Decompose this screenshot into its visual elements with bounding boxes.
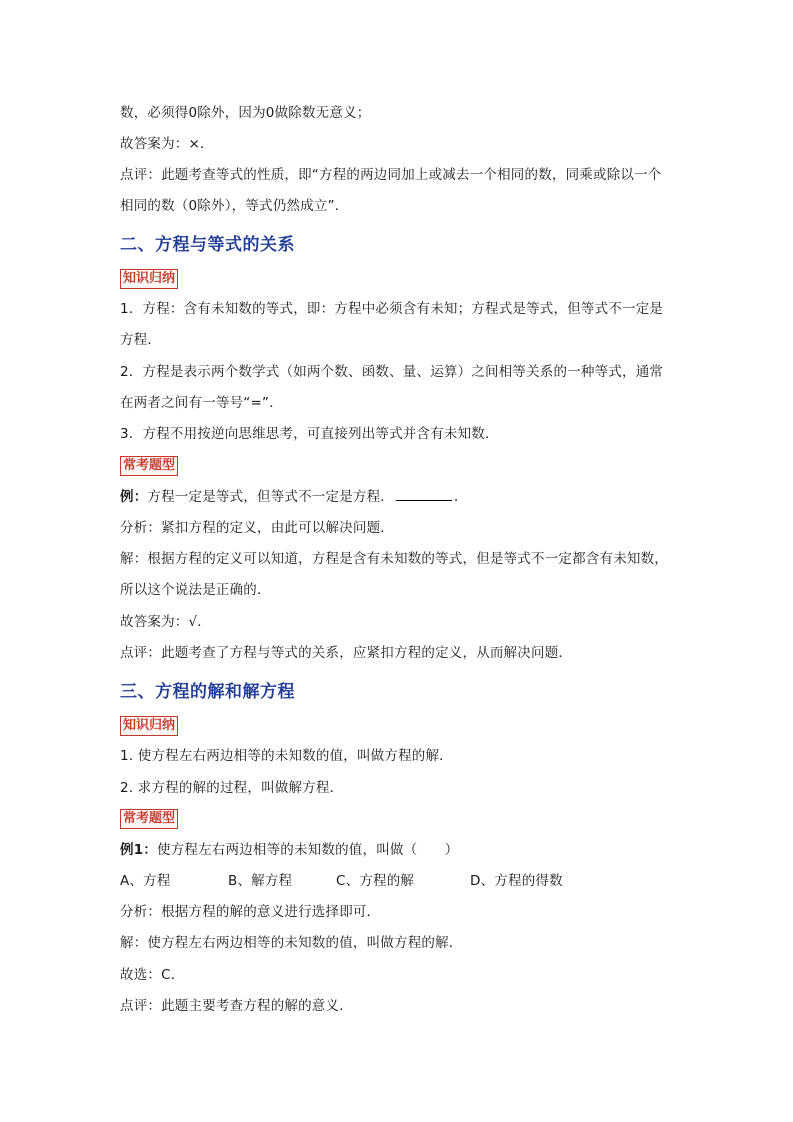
solution-line: 解：根据方程的定义可以知道，方程是含有未知数的等式，但是等式不一定都含有未知数， bbox=[120, 551, 668, 567]
knowledge-point-1: 1. 使方程左右两边相等的未知数的值，叫做方程的解． bbox=[120, 748, 453, 764]
example-text: 方程一定是等式，但等式不一定是方程． bbox=[147, 489, 395, 505]
knowledge-point-2: 2．方程是表示两个数学式（如两个数、函数、量、运算）之间相等关系的一种等式，通常 bbox=[120, 364, 664, 380]
knowledge-point-1: 1．方程：含有未知数的等式，即：方程中必须含有未知；方程式是等式，但等式不一定是 bbox=[120, 301, 664, 317]
answer-blank bbox=[396, 488, 452, 501]
example-question bbox=[120, 487, 468, 507]
choice-line: 故选：C． bbox=[120, 967, 185, 983]
comment-line: 点评：此题考查等式的性质，即“方程的两边同加上或减去一个相同的数，同乘或除以一个 bbox=[120, 167, 662, 183]
knowledge-point-1-cont: 方程． bbox=[120, 332, 162, 348]
options-row bbox=[120, 871, 563, 891]
comment-line-cont: 相同的数（0除外），等式仍然成立”． bbox=[120, 198, 349, 214]
section-heading-3: 三、方程的解和解方程 bbox=[120, 682, 295, 702]
question-type-tag: 常考题型 bbox=[120, 809, 178, 829]
knowledge-point-2: 2. 求方程的解的过程，叫做解方程． bbox=[120, 780, 344, 796]
example-label: 例： bbox=[120, 489, 148, 505]
example-end: ． bbox=[454, 489, 468, 505]
example-label: 例1： bbox=[120, 842, 157, 858]
analysis-line: 分析：根据方程的解的意义进行选择即可． bbox=[120, 904, 381, 920]
option-c: C、方程的解 bbox=[336, 873, 415, 889]
knowledge-point-2-cont: 在两者之间有一等号“=”． bbox=[120, 395, 283, 411]
option-d: D、方程的得数 bbox=[470, 873, 563, 889]
solution-line: 解：使方程左右两边相等的未知数的值，叫做方程的解． bbox=[120, 935, 463, 951]
section-heading-2: 二、方程与等式的关系 bbox=[120, 235, 295, 255]
option-a: A、方程 bbox=[120, 873, 171, 889]
knowledge-point-3: 3．方程不用按逆向思维思考，可直接列出等式并含有未知数． bbox=[120, 426, 499, 442]
knowledge-tag: 知识归纳 bbox=[120, 716, 178, 736]
knowledge-tag: 知识归纳 bbox=[120, 269, 178, 289]
answer-line: 故答案为：√． bbox=[120, 614, 212, 630]
question-type-tag: 常考题型 bbox=[120, 456, 178, 476]
solution-line-cont: 所以这个说法是正确的． bbox=[120, 582, 271, 598]
text-line: 数，必须得0除外，因为0做除数无意义； bbox=[120, 105, 371, 121]
analysis-line: 分析：紧扣方程的定义，由此可以解决问题． bbox=[120, 520, 394, 536]
comment-line: 点评：此题主要考查方程的解的意义． bbox=[120, 998, 353, 1014]
comment-line: 点评：此题考查了方程与等式的关系，应紧扣方程的定义，从而解决问题． bbox=[120, 645, 573, 661]
example-text: 使方程左右两边相等的未知数的值，叫做（ ） bbox=[157, 842, 459, 858]
answer-line: 故答案为：×． bbox=[120, 136, 214, 152]
option-b: B、解方程 bbox=[228, 873, 293, 889]
example-question bbox=[120, 840, 458, 860]
